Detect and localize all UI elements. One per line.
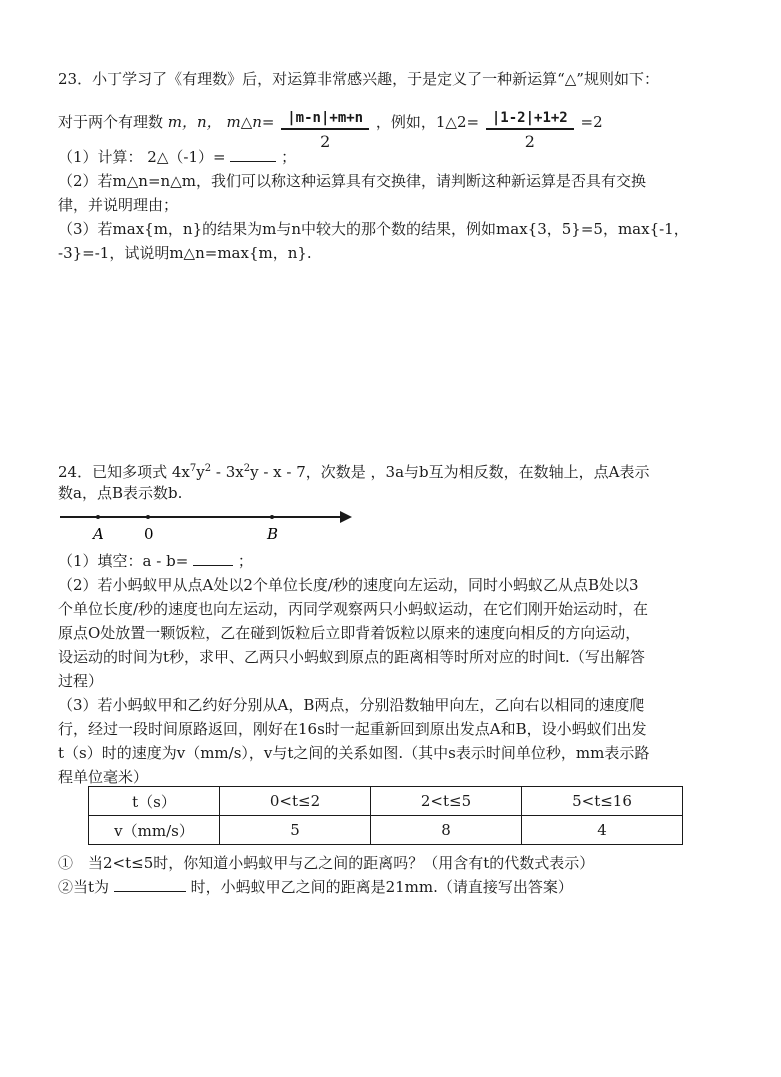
q24-sub1-end: ； [237,552,253,570]
q23-sub1-end: ； [281,148,297,166]
table-cell: 5 [220,816,371,845]
q23-sub1 [58,146,296,168]
q24-circle2-answer-blank[interactable] [114,877,186,892]
q24-intro-part3: - 3x [211,463,244,481]
q23-def-prefix: 对于两个有理数 [58,113,164,131]
q23-frac2-denominator: 2 [524,132,535,151]
q24-sub3-line2: 行，经过一段时间原路返回，刚好在16s时一起重新回到原出发点A和B，设小蚂蚁们出发 [58,720,647,738]
q24-sub1-answer-blank[interactable] [193,551,233,566]
q23-op-expr: m△n= [226,113,275,131]
q23-sub1-answer-blank[interactable] [230,147,276,162]
table-row [89,816,683,845]
q23-definition [58,100,603,151]
q23-frac2-numerator: |1-2|+1+2 [486,108,574,130]
point-a-label: A [93,525,104,543]
q23-sub2-a: （2）若m△n=n△m，我们可以称这种运算具有交换律，请判断这种新运算是否具有交换 [58,172,646,190]
table-cell: 8 [371,816,522,845]
table-cell: 0<t≤2 [220,787,371,816]
table-cell: 2<t≤5 [371,787,522,816]
q24-exp2: 2 [204,463,212,474]
q23-example-result: =2 [580,113,603,131]
q23-frac1-numerator: |m-n|+m+n [281,108,369,130]
q23-vars: m，n， [167,113,222,131]
q24-sub2-line4: 设运动的时间为t秒，求甲、乙两只小蚂蚁到原点的距离相等时所对应的时间t.（写出解答 [58,648,645,666]
q23-example-text: ，例如，1△2= [375,113,480,131]
q23-sub1-text: （1）计算： 2△（-1）= [58,148,226,166]
q24-sub3-line3: t（s）时的速度为v（mm/s），v与t之间的关系如图.（其中s表示时间单位秒，mm表示路 [58,744,650,762]
q24-circle1: ① 当2<t≤5时，你知道小蚂蚁甲与乙之间的距离吗？（用含有t的代数式表示） [58,854,595,872]
q23-line1: 23．小丁学习了《有理数》后，对运算非常感兴趣，于是定义了一种新运算“△”规则如下： [58,70,659,88]
q24-sub3-line4: 程单位毫米） [58,768,149,786]
table-cell: 5<t≤16 [522,787,683,816]
point-b-label: B [267,525,279,543]
table-cell: t（s） [89,787,220,816]
q24-exp1: 7 [189,463,197,474]
q24-sub2-line2: 个单位长度/秒的速度也向左运动，丙同学观察两只小蚂蚁运动，在它们刚开始运动时，在 [58,600,649,618]
q24-sub2-line5: 过程） [58,672,104,690]
velocity-table [88,786,683,845]
q24-sub2-line1: （2）若小蚂蚁甲从点A处以2个单位长度/秒的速度向左运动，同时小蚂蚁乙从点B处以3 [58,576,639,594]
number-line-arrow-icon [340,511,352,523]
q24-intro-part2: y [196,463,205,481]
q23-sub3-b: -3}=-1，试说明m△n=max{m，n}. [58,244,312,262]
q23-sub3-a: （3）若max{m，n}的结果为m与n中较大的那个数的结果，例如max{3，5}=5，max{-1， [58,220,689,238]
table-cell: v（mm/s） [89,816,220,845]
q23-sub2-b: 律，并说明理由； [58,196,179,214]
q24-sub1-text: （1）填空：a - b= [58,552,189,570]
point-b-dot [270,515,274,519]
q24-intro-part4: y - x - 7，次数是 ，3a与b互为相反数，在数轴上，点A表示 [250,463,650,481]
q24-sub1 [58,550,253,572]
q23-frac1-denominator: 2 [320,132,331,151]
q23-fraction-example [486,108,574,154]
point-a-dot [96,515,100,519]
origin-dot [146,515,150,519]
q24-circle2-start: ②当t为 [58,878,110,896]
table-row [89,787,683,816]
q24-sub2-line3: 原点O处放置一颗饭粒，乙在碰到饭粒后立即背着饭粒以原来的速度向相反的方向运动， [58,624,641,642]
q24-circle2-end: 时，小蚂蚁甲乙之间的距离是21mm.（请直接写出答案） [190,878,573,896]
table-cell: 4 [522,816,683,845]
origin-label: 0 [144,525,154,543]
q24-circle2 [58,876,573,898]
number-line [60,505,360,545]
q24-exp3: 2 [243,463,251,474]
q24-intro-a [58,458,649,483]
q24-intro-part1: 24．已知多项式 4x [58,463,190,481]
q24-intro-b: 数a，点B表示数b. [58,484,183,502]
q24-sub3-line1: （3）若小蚂蚁甲和乙约好分别从A，B两点，分别沿数轴甲向左，乙向右以相同的速度爬 [58,696,645,714]
